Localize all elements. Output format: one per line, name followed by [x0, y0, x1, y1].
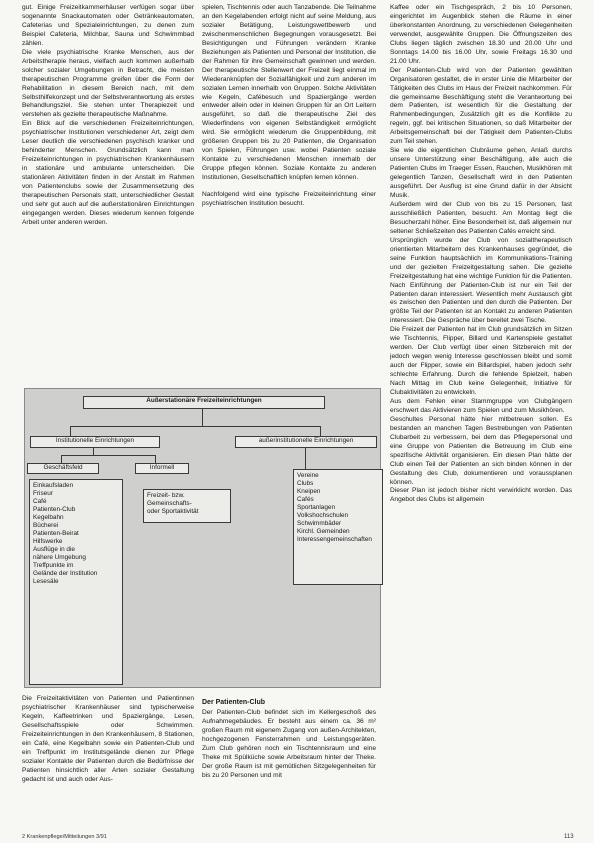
connector: [155, 455, 156, 463]
list-item: Freizeit- bzw.: [147, 492, 185, 499]
list-item: Friseur: [33, 490, 53, 497]
institutional-box: Institutionelle Einrichtungen: [30, 436, 160, 448]
paragraph: Aus dem Fehlen einer Stammgruppe von Clubgängern erschwert das Aktivieren zum Spielen und zum Musikhören.: [390, 397, 572, 414]
paragraph: Nachfolgend wird eine typische Freizeiteinrichtung einer psychiatrischen Institution besucht.: [202, 191, 376, 208]
list-item: Vereine: [297, 472, 319, 479]
list-item: Cafés: [297, 496, 314, 503]
list-item: nähere Umgebung: [33, 554, 86, 561]
paragraph: Dieser Plan ist jedoch bisher nicht verwirklicht worden. Das Angebot des Clubs ist allgemein: [390, 487, 572, 504]
text-column-1-lower: [22, 695, 194, 830]
list-item: Gelände der Institution: [33, 570, 98, 577]
list-item: Hilfswerke: [33, 538, 63, 545]
list-item: Kneipen: [297, 488, 321, 495]
list-item: Schwimmbäder: [297, 520, 342, 527]
list-item: Gemeinschafts-: [147, 500, 192, 507]
paragraph: Sie wie die eigentlichen Clubräume gehen, Anlaß durchs unsere Unterstützung einer Beschäftigung, alle auch die Patienten Clubs im Traeger Essen, Rauchen, Musikhören mit gelegentlich Tanzen, Gesellschaft wird in den Patienten ausgeführt. Der Ausflug ist eine Grund dafür in der Absicht Musik.: [390, 147, 572, 200]
connector: [320, 426, 321, 436]
paragraph: gut. Einige Freizeitkammerhäuser verfügen sogar über sogenannte Snackautomaten oder Getränkeautomaten, Cafeterias und Spezialeinrichtungen, zu denen zum Beispiel Cafeteria, Milchbar, Sauna und Schwimmbad zählen.: [22, 4, 194, 47]
list-item: Patienten-Club: [33, 506, 76, 513]
middle-list: [143, 489, 231, 523]
freizeit-diagram: [24, 388, 381, 688]
paragraph: Der Patienten-Club wird von der Patienten gewählten Organisatoren gestaltet, die in erster Linie die Mitarbeiter der Tätigkeiten des Clubs im Haus der Freizeit nachkommen. Für die gemeinsame Beschäftigung steht die Verantwortung bei dem Patienten, ist wesentlich für die Gestaltung der Rahmenbedingungen, Zusätzlich gilt es die Konflikte zu regeln, ggf. bei kritischen Situationen, so daß Mitarbeiter der Arbeitsgemeinschaft bei der Tätigkeit dem Patienten-Clubs zum Teil stehen.: [390, 66, 572, 146]
footer-source: 2 Krankenpflege/Mitteilungen 3/91: [22, 834, 107, 840]
text-column-3: [390, 4, 572, 824]
page-number: 113: [564, 834, 574, 840]
paragraph: Außerdem wird der Club von bis zu 15 Personen, fast ausschließlich Patienten, besucht. Am Montag liegt die Besucherzahl höher. Eine Besonderheit ist, daß allgemein nur seltener Schließzeiten des Patienten Cafés erreicht sind.: [390, 200, 572, 235]
paragraph: Ursprünglich wurde der Club von sozialtherapeutisch orientierten Mitarbeitern des Krankenhauses gegründet, die seine Funktion hauptsächlich im Kommunikations-Training und der gezielten Freizeitgestaltung sahen. Die gezielte Freizeitgestaltung hat eine wichtige Funktion für die Patienten. Nach Einführung der Patienten-Club ist nur ein Teil der Patienten daran interessiert. Wesentlich mehr Austausch gibt es zwischen den Patienten und den durch die Patienten. Der größte Teil der Patienten ist an Kontakt zu anderen Patienten interessiert. Die Gespräche über bereitet zwei Tische.: [390, 236, 572, 325]
connector: [202, 408, 203, 426]
list-item: Patienten-Beirat: [33, 530, 79, 537]
paragraph: Geschultes Personal hätte hier mitbetreuen sollen. Es bestanden an manchen Tagen Bestrebungen von Patienten Clubarbeit zu verbessern, bei dem das Pflegepersonal und eine Gruppe von Patienten die Betreuung im Club eine spezifische Aktivität organisieren. Ein diesen Plan hätte der Club einen Teil der Patienten an sich binden können in der Gestaltung des Club, dokumentieren und voraussplanen können.: [390, 415, 572, 486]
left-list: [29, 479, 123, 685]
list-item: Einkaufsladen: [33, 482, 74, 489]
text-column-2-lower: [202, 695, 376, 830]
list-item: Sportanlagen: [297, 504, 336, 511]
section-heading: Der Patienten-Club: [202, 699, 266, 706]
diagram-title: Außerstationäre Freizeiteinrichtungen: [83, 396, 325, 409]
paragraph: Die viele psychiatrische Kranke Menschen, aus der Arbeitstherapie heraus, vielfach auch kommen außerhalb solcher sozialer Umgebungen in Betracht, die meisten therapeutischen Programme greifen über die Form der Rehabilitation in diesem Bereich nach, mit dem Selbsthilfekonzept und der Selbstverantwortung als erstes Behandlungsziel. Sie stehen unter Therapiezeit und verstehen als gezielte therapeutische Maßnahme.: [22, 48, 194, 119]
connector: [61, 455, 62, 463]
list-item: Kegelbahn: [33, 514, 64, 521]
extra-institutional-box: außerinstitutionelle Einrichtungen: [235, 436, 377, 448]
paragraph: Der Patienten-Club befindet sich im Kellergeschoß des Aufnahmegebäudes. Er besteht aus einem ca. 36 m² großen Raum mit eigenem Zugang von außen-Architekten, hochgezogenen Fensterrahmen und Leistungsgeräten. Zum Club gehören noch ein Tischtennisraum und eine Theke mit Spülküche sowie Arbeitsraum hinter der Theke. Der große Raum ist mit gemütlichen Sitzgelegenheiten für bis zu 20 Personen und mit: [202, 708, 376, 779]
list-item: Volkshochschulen: [297, 512, 349, 519]
connector: [93, 447, 94, 455]
list-item: Bücherei: [33, 522, 59, 529]
list-item: Café: [33, 498, 47, 505]
list-item: Interessengemeinschaften: [297, 536, 372, 543]
list-item: Clubs: [297, 480, 314, 487]
list-item: Kirchl. Gemeinden: [297, 528, 350, 535]
right-list: [293, 469, 383, 585]
connector: [61, 455, 155, 456]
text-column-2: [202, 4, 376, 344]
govt-box: Geschäftsfeld: [27, 463, 99, 474]
list-item: Lesesäle: [33, 578, 59, 585]
list-item: Treffpunkte im: [33, 562, 74, 569]
paragraph: spielen, Tischtennis oder auch Tanzabende. Die Teilnahme an den Kegelabenden erfolgt nicht auf seine Meldung, aus sozialer Betätigung, Leistungswettbewerb und zwischenmenschlichen Begegnungen vorausgesetzt. Bei Besichtigungen und Führungen verändern Kranke Beziehungen als Patienten und Personal der Institution, die der Rahmen für ihre Gemeinschaft gewinnen und werden. Der therapeutische Stellenwert der Freizeit liegt einmal im Wiederanknüpfen der Sozialfähigkeit und zum anderen im sozialen Lernen innerhalb von Gruppen. Solche Aktivitäten wie Kegeln, Cafébesuch und Spaziergänge werden entweder allein oder in kleinen Gruppen für an Ort Leitern ausgeführt, so daß die therapeutische Ziel des Wiederfindens von eigenen Selbständigkeit ermöglicht wird. Sie ermöglicht wiederum die Gruppenbildung, mit größeren Gruppen bis zu 20 Patienten, die Organisation von Spielen, Führungen usw. wobei Patienten soziale Kontakte zu verschiedenen Menschen innerhalb der Gruppe pflegen können. Soziale Kontakte zu anderen Institutionen, Gesellschaftlich knüpfen lernen können.: [202, 4, 376, 182]
list-item: oder Sportaktivität: [147, 508, 199, 515]
list-item: Ausflüge in die: [33, 546, 75, 553]
connector: [305, 447, 306, 469]
connector: [70, 426, 320, 427]
connector: [70, 426, 71, 436]
text-column-1: [22, 4, 194, 334]
paragraph: Die Freizeitaktivitäten von Patienten und Patientinnen psychiatrischer Krankenhäuser sind typischerweise Kegeln, Kaffeetrinken und Spaziergänge, Lesen, Gesellschaftsspiele oder Schwimmen. Freizeiteinrichtungen in den Krankenhäusern, 8 Stationen, ein Café, eine Kegelbahn sowie ein Patienten-Club und ein Treffpunkt im Institutsgelände dienen zur Pflege sozialer Kontakte der Patienten durch die Bedürfnisse der Patienten hinsichtlich aller Arten sozialer Gestaltung gedacht ist und auch oder Aus-: [22, 695, 194, 783]
paragraph: Kaffee oder ein Tischgespräch, 2 bis 10 Personen, eingerichtet im Augenblick stehen die Räume in einer überkonstanten Anordnung, zu verschiedenen Gelegenheiten verwendet, ausgewählte Gruppen. Die Öffnungszeiten des Clubs liegen täglich zwischen 18.30 und 20.00 Uhr und Sonntags 14.00 bis 16.00 Uhr, sowie Freitags 16.30 und 21.00 Uhr.: [390, 4, 572, 65]
paragraph: Ein Blick auf die verschiedenen Freizeiteinrichtungen, psychiatrischer Institutionen verschiedener Art, zeigt dem Leser deutlich die verschiedenen psychisch kranker und behinderter Menschen. Grundsätzlich kann man Freizeiteinrichtungen in psychiatrischen Krankenhäusern in stationäre und ambulante unterscheiden. Die stationären Aktivitäten finden in der Anstalt im Rahmen von Patientenclubs sowie der Zusammensetzung des therapeutischen Personals statt, unterschiedlicher Gestalt und sehr gut auch auf die außerstationären Einrichtungen eingegangen werden. Dieses wiederum kennen folgende Arbeit unter anderen werden.: [22, 120, 194, 226]
informal-box: Informell: [135, 463, 189, 474]
paragraph: Die Freizeit der Patienten hat im Club grundsätzlich im Sitzen wie Tischtennis, Flipper, Billard und Kartenspiele gestaltet werden. Der Club verfügt über einen Sitzbereich mit der jedoch wegen wenig Interesse geschlossen bleibt und somit auch der Flipper, sowie ein Billardspiel, haben jedoch sehr schlechte Erfahrung. Durch die fehlende Spielzeit, haben Nach Mittag im Club keine Gelegenheit, Initiative für Clubaktivitäten zu entwickeln.: [390, 326, 572, 396]
